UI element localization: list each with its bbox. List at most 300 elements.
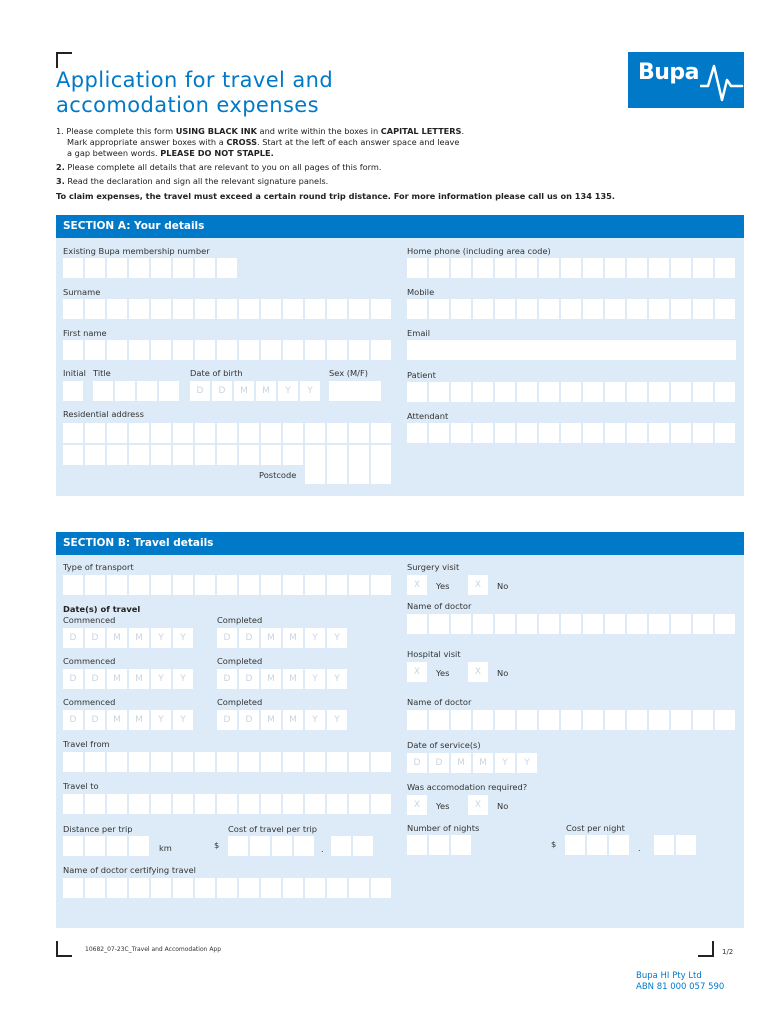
char-box[interactable] [517, 382, 537, 402]
char-box[interactable] [327, 794, 347, 814]
char-box[interactable] [107, 752, 127, 772]
char-box[interactable] [151, 752, 171, 772]
char-box[interactable] [63, 878, 83, 898]
char-box[interactable] [217, 258, 237, 278]
travel-from-field[interactable] [63, 752, 391, 772]
char-box[interactable] [195, 878, 215, 898]
char-box[interactable] [371, 878, 391, 898]
date-box[interactable]: M [129, 628, 149, 648]
char-box[interactable] [349, 423, 369, 443]
char-box[interactable] [605, 299, 625, 319]
char-box[interactable] [495, 382, 515, 402]
char-box[interactable] [305, 445, 325, 465]
char-box[interactable] [671, 258, 691, 278]
surgery-yes-checkbox[interactable]: X [407, 575, 427, 595]
char-box[interactable] [693, 614, 713, 634]
char-box[interactable] [517, 710, 537, 730]
char-box[interactable] [429, 258, 449, 278]
doctor-name-field-2[interactable] [407, 710, 735, 730]
char-box[interactable] [349, 340, 369, 360]
char-box[interactable] [305, 464, 325, 484]
home-phone-field[interactable] [407, 258, 735, 278]
surgery-no-checkbox[interactable]: X [468, 575, 488, 595]
char-box[interactable] [609, 835, 629, 855]
char-box[interactable] [371, 575, 391, 595]
char-box[interactable] [715, 299, 735, 319]
char-box[interactable] [627, 710, 647, 730]
char-box[interactable] [195, 423, 215, 443]
char-box[interactable] [151, 575, 171, 595]
char-box[interactable] [63, 299, 83, 319]
date-box[interactable]: D [85, 628, 105, 648]
char-box[interactable] [583, 423, 603, 443]
char-box[interactable] [715, 423, 735, 443]
char-box[interactable] [561, 614, 581, 634]
char-box[interactable] [327, 299, 347, 319]
char-box[interactable] [173, 794, 193, 814]
char-box[interactable] [173, 258, 193, 278]
date-box[interactable]: M [107, 710, 127, 730]
char-box[interactable] [371, 299, 391, 319]
char-box[interactable] [605, 614, 625, 634]
char-box[interactable] [129, 299, 149, 319]
surname-field[interactable] [63, 299, 391, 319]
char-box[interactable] [283, 445, 303, 465]
date-box[interactable]: Y [305, 710, 325, 730]
date-box[interactable]: Y [173, 710, 193, 730]
char-box[interactable] [283, 575, 303, 595]
char-box[interactable] [195, 258, 215, 278]
char-box[interactable] [649, 258, 669, 278]
char-box[interactable] [261, 575, 281, 595]
char-box[interactable] [473, 382, 493, 402]
date-box[interactable]: M [107, 628, 127, 648]
char-box[interactable] [693, 258, 713, 278]
char-box[interactable] [63, 340, 83, 360]
char-box[interactable] [676, 835, 696, 855]
char-box[interactable] [261, 794, 281, 814]
char-box[interactable] [451, 614, 471, 634]
char-box[interactable] [327, 464, 347, 484]
date-box[interactable]: D [429, 753, 449, 773]
char-box[interactable] [605, 258, 625, 278]
char-box[interactable] [605, 710, 625, 730]
char-box[interactable] [429, 423, 449, 443]
char-box[interactable] [63, 752, 83, 772]
char-box[interactable] [195, 752, 215, 772]
char-box[interactable] [349, 445, 369, 465]
date-box[interactable]: M [129, 710, 149, 730]
char-box[interactable] [473, 614, 493, 634]
date-box[interactable]: Y [173, 669, 193, 689]
char-box[interactable] [107, 878, 127, 898]
char-box[interactable] [371, 445, 391, 465]
date-box[interactable]: M [129, 669, 149, 689]
date-box[interactable]: Y [327, 628, 347, 648]
char-box[interactable] [473, 423, 493, 443]
date-box[interactable]: M [256, 381, 276, 401]
char-box[interactable] [107, 575, 127, 595]
char-box[interactable] [283, 752, 303, 772]
char-box[interactable] [107, 258, 127, 278]
commenced-date-2[interactable] [63, 669, 193, 689]
char-box[interactable] [63, 836, 83, 856]
date-box[interactable]: D [63, 669, 83, 689]
char-box[interactable] [195, 575, 215, 595]
char-box[interactable] [129, 340, 149, 360]
date-box[interactable]: Y [173, 628, 193, 648]
char-box[interactable] [451, 835, 471, 855]
char-box[interactable] [407, 299, 427, 319]
travel-to-field[interactable] [63, 794, 391, 814]
char-box[interactable] [627, 299, 647, 319]
char-box[interactable] [93, 381, 113, 401]
membership-number-field[interactable] [63, 258, 237, 278]
accom-no-checkbox[interactable]: X [468, 795, 488, 815]
char-box[interactable] [649, 423, 669, 443]
char-box[interactable] [261, 423, 281, 443]
date-box[interactable]: Y [517, 753, 537, 773]
char-box[interactable] [429, 835, 449, 855]
char-box[interactable] [217, 445, 237, 465]
char-box[interactable] [261, 878, 281, 898]
char-box[interactable] [63, 381, 83, 401]
sex-field[interactable] [329, 381, 381, 401]
char-box[interactable] [283, 794, 303, 814]
char-box[interactable] [283, 423, 303, 443]
char-box[interactable] [407, 710, 427, 730]
char-box[interactable] [517, 423, 537, 443]
char-box[interactable] [151, 878, 171, 898]
char-box[interactable] [305, 752, 325, 772]
date-box[interactable]: D [217, 669, 237, 689]
char-box[interactable] [239, 340, 259, 360]
char-box[interactable] [331, 836, 351, 856]
char-box[interactable] [407, 835, 427, 855]
char-box[interactable] [85, 445, 105, 465]
char-box[interactable] [473, 710, 493, 730]
char-box[interactable] [129, 836, 149, 856]
date-box[interactable]: Y [278, 381, 298, 401]
char-box[interactable] [327, 878, 347, 898]
char-box[interactable] [349, 794, 369, 814]
char-box[interactable] [407, 382, 427, 402]
char-box[interactable] [473, 299, 493, 319]
date-box[interactable]: M [283, 710, 303, 730]
date-box[interactable]: M [451, 753, 471, 773]
char-box[interactable] [327, 423, 347, 443]
char-box[interactable] [129, 794, 149, 814]
cost-travel-cents-field[interactable] [331, 836, 373, 856]
char-box[interactable] [129, 445, 149, 465]
char-box[interactable] [305, 794, 325, 814]
date-box[interactable]: D [239, 710, 259, 730]
char-box[interactable] [85, 575, 105, 595]
char-box[interactable] [217, 299, 237, 319]
char-box[interactable] [151, 258, 171, 278]
char-box[interactable] [495, 423, 515, 443]
char-box[interactable] [583, 614, 603, 634]
completed-date-3[interactable] [217, 710, 347, 730]
char-box[interactable] [371, 423, 391, 443]
char-box[interactable] [473, 258, 493, 278]
char-box[interactable] [429, 299, 449, 319]
char-box[interactable] [250, 836, 270, 856]
completed-date-2[interactable] [217, 669, 347, 689]
date-box[interactable]: M [234, 381, 254, 401]
char-box[interactable] [261, 340, 281, 360]
char-box[interactable] [85, 794, 105, 814]
char-box[interactable] [671, 423, 691, 443]
date-box[interactable]: Y [327, 669, 347, 689]
postcode-field[interactable] [305, 464, 391, 484]
char-box[interactable] [85, 299, 105, 319]
char-box[interactable] [63, 258, 83, 278]
char-box[interactable] [429, 710, 449, 730]
char-box[interactable] [654, 835, 674, 855]
char-box[interactable] [353, 836, 373, 856]
char-box[interactable] [195, 794, 215, 814]
char-box[interactable] [561, 258, 581, 278]
char-box[interactable] [349, 575, 369, 595]
char-box[interactable] [539, 258, 559, 278]
char-box[interactable] [539, 382, 559, 402]
date-box[interactable]: D [239, 628, 259, 648]
date-box[interactable]: Y [151, 710, 171, 730]
char-box[interactable] [671, 382, 691, 402]
char-box[interactable] [407, 423, 427, 443]
date-box[interactable]: D [63, 710, 83, 730]
char-box[interactable] [85, 340, 105, 360]
char-box[interactable] [349, 878, 369, 898]
date-box[interactable]: Y [327, 710, 347, 730]
char-box[interactable] [173, 878, 193, 898]
date-box[interactable]: Y [305, 669, 325, 689]
char-box[interactable] [217, 423, 237, 443]
char-box[interactable] [327, 445, 347, 465]
char-box[interactable] [173, 299, 193, 319]
certifying-doctor-field[interactable] [63, 878, 391, 898]
date-box[interactable]: M [473, 753, 493, 773]
date-box[interactable]: D [407, 753, 427, 773]
cost-travel-dollars-field[interactable] [228, 836, 314, 856]
char-box[interactable] [107, 445, 127, 465]
char-box[interactable] [495, 299, 515, 319]
char-box[interactable] [107, 423, 127, 443]
char-box[interactable] [693, 710, 713, 730]
char-box[interactable] [151, 299, 171, 319]
char-box[interactable] [107, 340, 127, 360]
char-box[interactable] [327, 752, 347, 772]
char-box[interactable] [627, 382, 647, 402]
transport-field[interactable] [63, 575, 391, 595]
char-box[interactable] [671, 299, 691, 319]
commenced-date-1[interactable] [63, 628, 193, 648]
char-box[interactable] [63, 423, 83, 443]
char-box[interactable] [407, 258, 427, 278]
char-box[interactable] [561, 382, 581, 402]
char-box[interactable] [239, 423, 259, 443]
char-box[interactable] [305, 299, 325, 319]
char-box[interactable] [517, 614, 537, 634]
char-box[interactable] [715, 614, 735, 634]
char-box[interactable] [517, 258, 537, 278]
char-box[interactable] [561, 710, 581, 730]
date-box[interactable]: M [283, 628, 303, 648]
char-box[interactable] [239, 752, 259, 772]
char-box[interactable] [587, 835, 607, 855]
char-box[interactable] [451, 382, 471, 402]
char-box[interactable] [605, 423, 625, 443]
char-box[interactable] [671, 614, 691, 634]
char-box[interactable] [627, 614, 647, 634]
char-box[interactable] [283, 299, 303, 319]
char-box[interactable] [539, 423, 559, 443]
nights-field[interactable] [407, 835, 471, 855]
email-field[interactable] [407, 340, 736, 360]
char-box[interactable] [129, 258, 149, 278]
char-box[interactable] [349, 752, 369, 772]
char-box[interactable] [159, 381, 179, 401]
distance-field[interactable] [63, 836, 149, 856]
char-box[interactable] [85, 836, 105, 856]
char-box[interactable] [407, 614, 427, 634]
char-box[interactable] [715, 710, 735, 730]
char-box[interactable] [451, 710, 471, 730]
date-box[interactable]: M [261, 710, 281, 730]
char-box[interactable] [173, 340, 193, 360]
commenced-date-3[interactable] [63, 710, 193, 730]
char-box[interactable] [239, 794, 259, 814]
char-box[interactable] [349, 299, 369, 319]
char-box[interactable] [327, 575, 347, 595]
char-box[interactable] [539, 614, 559, 634]
char-box[interactable] [429, 382, 449, 402]
date-box[interactable]: D [63, 628, 83, 648]
date-box[interactable]: D [212, 381, 232, 401]
char-box[interactable] [539, 710, 559, 730]
date-box[interactable]: M [283, 669, 303, 689]
char-box[interactable] [627, 423, 647, 443]
char-box[interactable] [371, 794, 391, 814]
char-box[interactable] [151, 445, 171, 465]
char-box[interactable] [371, 464, 391, 484]
patient-field[interactable] [407, 382, 735, 402]
completed-date-1[interactable] [217, 628, 347, 648]
char-box[interactable] [217, 575, 237, 595]
char-box[interactable] [173, 445, 193, 465]
char-box[interactable] [239, 575, 259, 595]
hospital-no-checkbox[interactable]: X [468, 662, 488, 682]
date-box[interactable]: D [217, 628, 237, 648]
char-box[interactable] [565, 835, 585, 855]
char-box[interactable] [451, 423, 471, 443]
char-box[interactable] [107, 299, 127, 319]
char-box[interactable] [539, 299, 559, 319]
date-box[interactable]: Y [151, 669, 171, 689]
char-box[interactable] [195, 445, 215, 465]
char-box[interactable] [283, 878, 303, 898]
hospital-yes-checkbox[interactable]: X [407, 662, 427, 682]
date-box[interactable]: Y [495, 753, 515, 773]
char-box[interactable] [561, 299, 581, 319]
char-box[interactable] [239, 445, 259, 465]
char-box[interactable] [63, 575, 83, 595]
char-box[interactable] [283, 340, 303, 360]
char-box[interactable] [451, 258, 471, 278]
date-box[interactable]: D [85, 710, 105, 730]
char-box[interactable] [583, 299, 603, 319]
first-name-field[interactable] [63, 340, 391, 360]
char-box[interactable] [173, 423, 193, 443]
date-box[interactable]: M [261, 628, 281, 648]
char-box[interactable] [239, 299, 259, 319]
char-box[interactable] [217, 340, 237, 360]
address-line-2[interactable] [63, 445, 391, 465]
attendant-field[interactable] [407, 423, 735, 443]
char-box[interactable] [261, 752, 281, 772]
mobile-field[interactable] [407, 299, 735, 319]
char-box[interactable] [517, 299, 537, 319]
cost-night-dollars-field[interactable] [565, 835, 629, 855]
date-box[interactable]: Y [300, 381, 320, 401]
char-box[interactable] [371, 752, 391, 772]
char-box[interactable] [217, 794, 237, 814]
cost-night-cents-field[interactable] [654, 835, 696, 855]
char-box[interactable] [173, 752, 193, 772]
char-box[interactable] [63, 445, 83, 465]
char-box[interactable] [561, 423, 581, 443]
date-box[interactable]: D [190, 381, 210, 401]
date-box[interactable]: D [217, 710, 237, 730]
char-box[interactable] [649, 710, 669, 730]
char-box[interactable] [349, 464, 369, 484]
accom-yes-checkbox[interactable]: X [407, 795, 427, 815]
char-box[interactable] [649, 382, 669, 402]
char-box[interactable] [261, 445, 281, 465]
date-box[interactable]: D [85, 669, 105, 689]
char-box[interactable] [583, 382, 603, 402]
char-box[interactable] [85, 752, 105, 772]
char-box[interactable] [129, 423, 149, 443]
char-box[interactable] [129, 575, 149, 595]
char-box[interactable] [495, 614, 515, 634]
char-box[interactable] [129, 752, 149, 772]
char-box[interactable] [217, 752, 237, 772]
char-box[interactable] [671, 710, 691, 730]
char-box[interactable] [85, 423, 105, 443]
char-box[interactable] [115, 381, 135, 401]
initial-field[interactable] [63, 381, 83, 401]
char-box[interactable] [195, 340, 215, 360]
char-box[interactable] [605, 382, 625, 402]
char-box[interactable] [107, 836, 127, 856]
char-box[interactable] [173, 575, 193, 595]
char-box[interactable] [239, 878, 259, 898]
char-box[interactable] [85, 878, 105, 898]
char-box[interactable] [429, 614, 449, 634]
date-box[interactable]: Y [151, 628, 171, 648]
date-box[interactable]: M [261, 669, 281, 689]
char-box[interactable] [85, 258, 105, 278]
char-box[interactable] [151, 794, 171, 814]
char-box[interactable] [294, 836, 314, 856]
dob-field[interactable] [190, 381, 320, 401]
char-box[interactable] [649, 299, 669, 319]
char-box[interactable] [137, 381, 157, 401]
char-box[interactable] [272, 836, 292, 856]
char-box[interactable] [129, 878, 149, 898]
